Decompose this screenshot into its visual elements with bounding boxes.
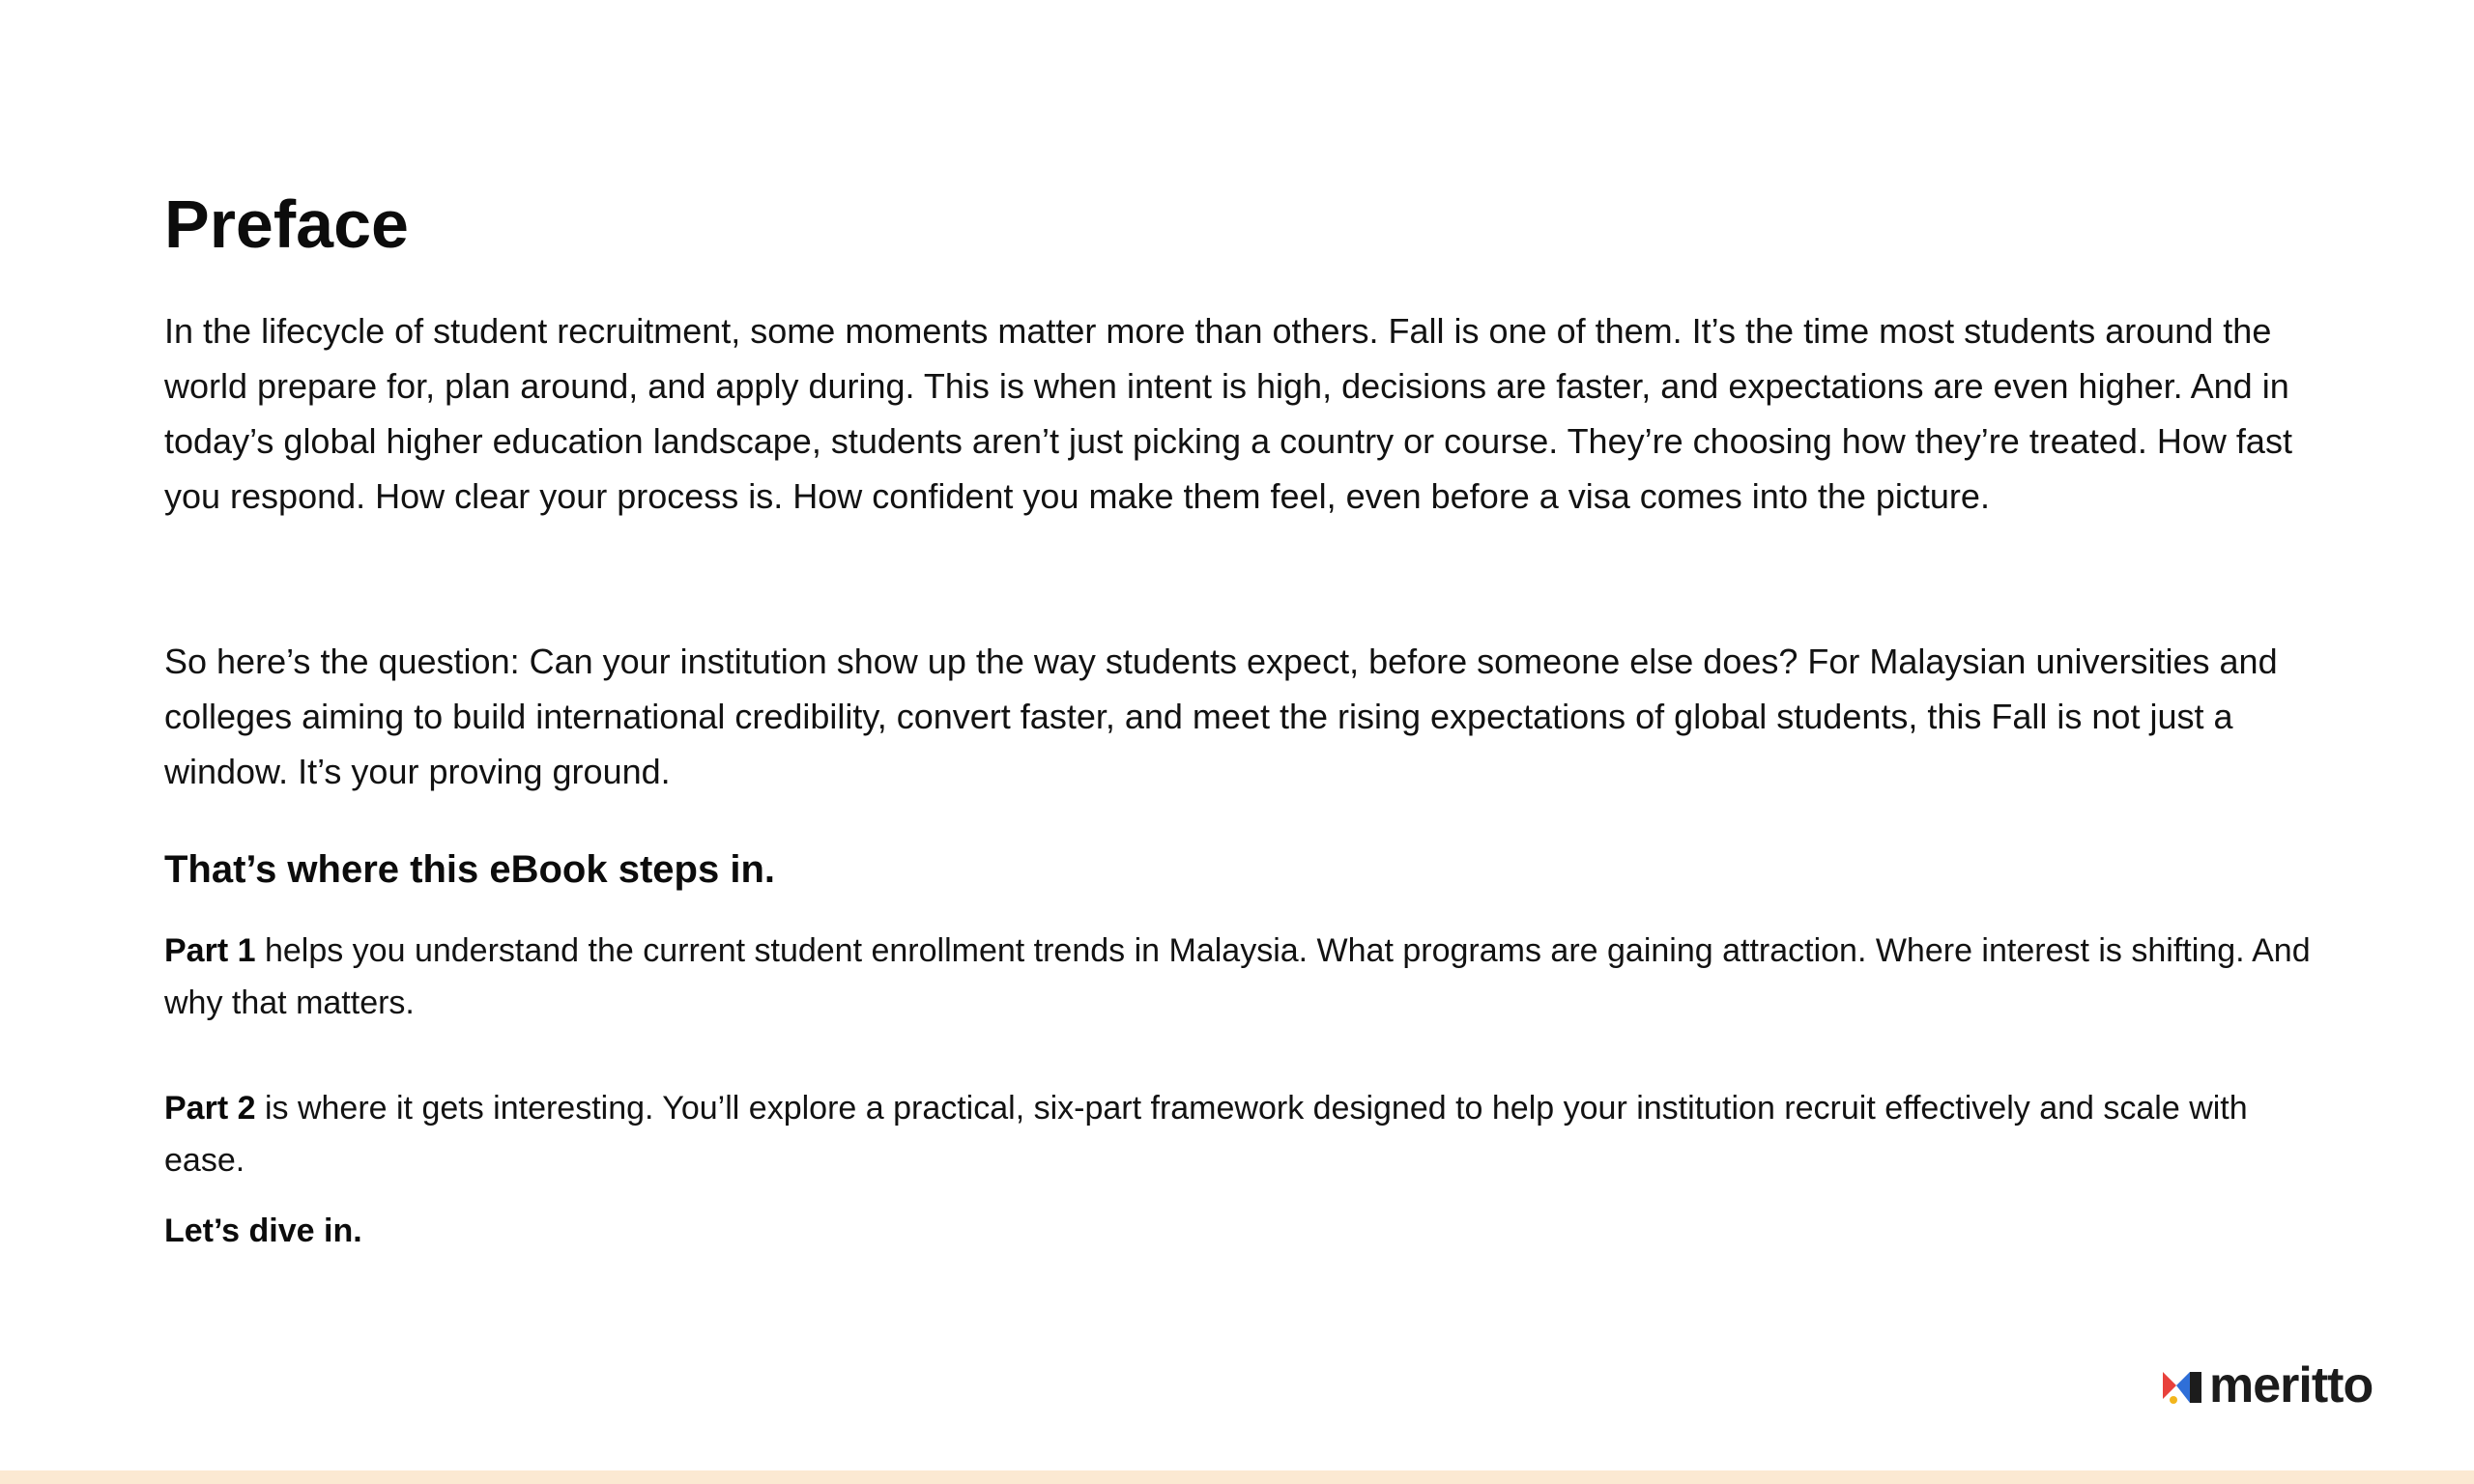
closing-line: Let’s dive in. [164, 1213, 362, 1249]
part-2-label: Part 2 [164, 1090, 256, 1127]
meritto-logo [2161, 1356, 2373, 1414]
question-paragraph: So here’s the question: Can your institution show up the way students expect, before someone else does? For Malaysian universities and colleges aiming to build international credibility, convert faster, and meet the rising expectations of global students, this Fall is not just a window. It’s your proving ground. [164, 642, 2278, 791]
meritto-logo-icon [2161, 1364, 2203, 1407]
section-subheading: That’s where this eBook steps in. [164, 848, 775, 891]
part-1-description [164, 925, 2319, 1029]
meritto-logo-text: meritto [2209, 1357, 2373, 1413]
part-1-label: Part 1 [164, 932, 256, 969]
part-2-description [164, 1082, 2319, 1186]
part-1-text: helps you understand the current student enrollment trends in Malaysia. What programs are gaining attraction. Where interest is shifting. And why that matters. [164, 932, 2311, 1021]
part-2-text: is where it gets interesting. You’ll explore a practical, six-part framework designed to help your institution recruit effectively and scale with ease. [164, 1090, 2248, 1179]
footer-band [0, 1470, 2474, 1484]
page-title: Preface [164, 186, 409, 262]
intro-paragraph: In the lifecycle of student recruitment, some moments matter more than others. Fall is one of them. It’s the time most students around the world prepare for, plan around, and apply during. This is when intent is high, decisions are faster, and expectations are even higher. And in today’s global higher education landscape, students aren’t just picking a country or course. They’re choosing how they’re treated. How fast you respond. How clear your process is. How confident you make them feel, even before a visa comes into the picture. [164, 311, 2292, 516]
